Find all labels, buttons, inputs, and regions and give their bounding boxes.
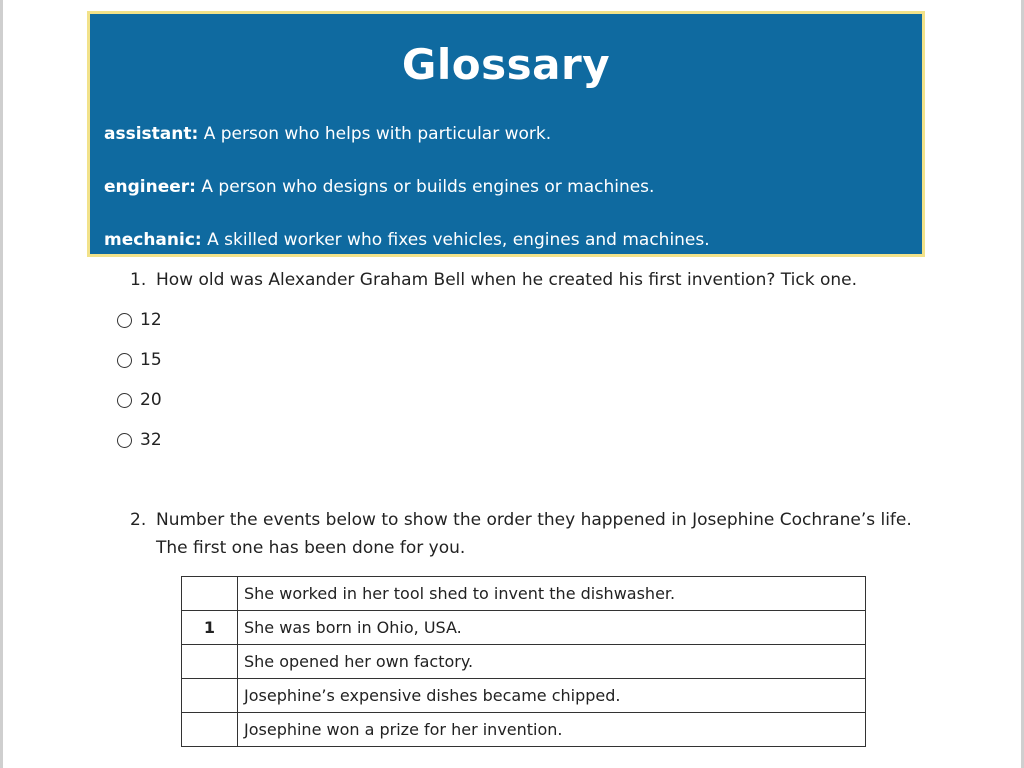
glossary-definition: A person who designs or builds engines or machines.: [201, 177, 655, 197]
question-text: How old was Alexander Graham Bell when he created his first invention? Tick one.: [156, 270, 858, 290]
question-2-line-2: [156, 538, 465, 558]
radio-circle-icon[interactable]: [117, 433, 132, 448]
option-32[interactable]: [117, 428, 162, 452]
order-number-cell: 1: [182, 611, 238, 645]
events-table: [181, 576, 866, 747]
option-label: 15: [140, 350, 162, 370]
table-row: [182, 679, 866, 713]
order-number-cell[interactable]: [182, 577, 238, 611]
glossary-title: Glossary: [401, 40, 611, 89]
order-number-cell[interactable]: [182, 679, 238, 713]
option-12[interactable]: [117, 308, 162, 332]
glossary-definition: A person who helps with particular work.: [203, 124, 552, 144]
radio-circle-icon[interactable]: [117, 313, 132, 328]
glossary-box: [87, 11, 925, 257]
table-row: [182, 713, 866, 747]
glossary-definition: A skilled worker who fixes vehicles, engines and machines.: [207, 230, 710, 250]
option-label: 20: [140, 390, 162, 410]
option-20[interactable]: [117, 388, 162, 412]
table-row: [182, 645, 866, 679]
glossary-entry-engineer: [104, 177, 654, 197]
event-cell: She was born in Ohio, USA.: [238, 611, 866, 645]
option-label: 32: [140, 430, 162, 450]
glossary-term: assistant:: [104, 124, 199, 144]
order-number-cell[interactable]: [182, 713, 238, 747]
glossary-term: engineer:: [104, 177, 196, 197]
question-2: [130, 510, 912, 530]
event-cell: She worked in her tool shed to invent the dishwasher.: [238, 577, 866, 611]
glossary-entry-mechanic: [104, 230, 710, 250]
question-text: The first one has been done for you.: [156, 538, 466, 558]
option-label: 12: [140, 310, 162, 330]
question-number: 1.: [130, 270, 147, 290]
table-row: [182, 611, 866, 645]
table-row: [182, 577, 866, 611]
question-text: Number the events below to show the order they happened in Josephine Cochrane’s life.: [156, 510, 912, 530]
radio-circle-icon[interactable]: [117, 353, 132, 368]
event-cell: Josephine won a prize for her invention.: [238, 713, 866, 747]
question-number: 2.: [130, 510, 147, 530]
event-cell: Josephine’s expensive dishes became chipped.: [238, 679, 866, 713]
option-15[interactable]: [117, 348, 162, 372]
glossary-term: mechanic:: [104, 230, 202, 250]
order-number-cell[interactable]: [182, 645, 238, 679]
question-1: [130, 270, 857, 290]
radio-circle-icon[interactable]: [117, 393, 132, 408]
event-cell: She opened her own factory.: [238, 645, 866, 679]
glossary-entry-assistant: [104, 124, 551, 144]
